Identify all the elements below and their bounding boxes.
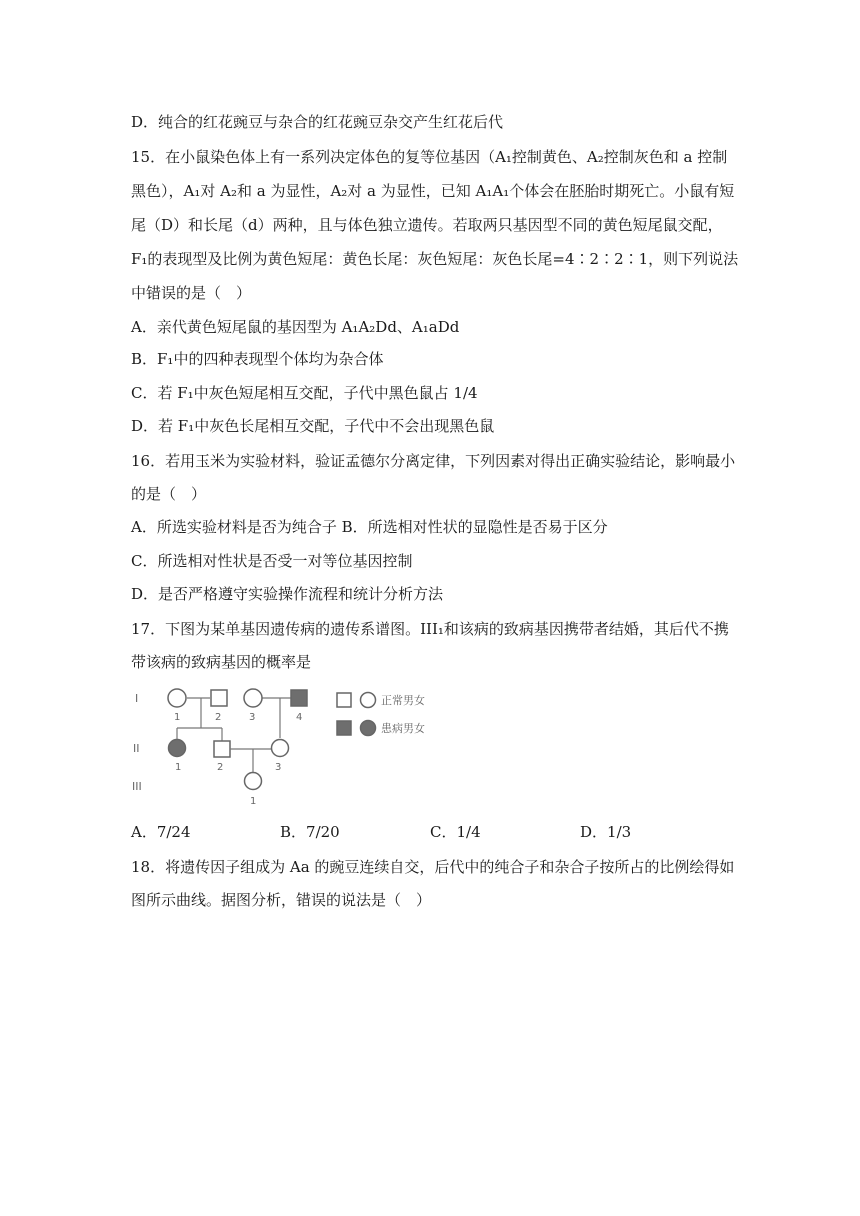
legend-affected-label: 患病男女	[381, 722, 425, 735]
affected-male-I4	[291, 690, 307, 706]
q17-option-c: C．1/4	[430, 823, 481, 841]
q17-option-a: A．7/24	[131, 823, 191, 841]
q17-option-d: D．1/3	[580, 823, 632, 841]
legend-normal-label: 正常男女	[381, 694, 425, 707]
generation-label-I: I	[135, 692, 139, 705]
normal-female-II3	[272, 740, 289, 757]
normal-female-I3	[244, 689, 262, 707]
q15-stem-line: 尾（D）和长尾（d）两种，且与体色独立遗传。若取两只基因型不同的黄色短尾鼠交配，	[131, 216, 723, 234]
q16-stem-line: 16．若用玉米为实验材料，验证孟德尔分离定律，下列因素对得出正确实验结论，影响最小	[131, 452, 736, 470]
normal-female-III1	[245, 773, 262, 790]
legend-normal-male-icon	[337, 693, 351, 707]
q16-option-c: C．所选相对性状是否受一对等位基因控制	[131, 552, 413, 570]
q15-option-d: D．若 F₁中灰色长尾相互交配，子代中不会出现黑色鼠	[131, 417, 495, 435]
individual-number: 1	[250, 796, 257, 807]
individual-number: 4	[296, 712, 303, 723]
q18-stem-line: 图所示曲线。据图分析，错误的说法是（ ）	[131, 891, 432, 909]
individual-number: 3	[249, 712, 256, 723]
legend-normal-female-icon	[361, 693, 376, 708]
legend-affected-male-icon	[337, 721, 351, 735]
q15-stem-line: 15．在小鼠染色体上有一系列决定体色的复等位基因（A₁控制黄色、A₂控制灰色和 a 控制	[131, 148, 728, 166]
individual-number: 1	[175, 762, 182, 773]
q18-stem-line: 18．将遗传因子组成为 Aa 的豌豆连续自交，后代中的纯合子和杂合子按所占的比例绘得如	[131, 858, 735, 876]
q15-stem-line: 中错误的是（ ）	[131, 284, 252, 302]
q15-stem-line: F₁的表现型及比例为黄色短尾：黄色长尾：灰色短尾：灰色长尾=4∶2∶2∶1，则下列说法	[131, 250, 739, 268]
normal-male-II2	[214, 741, 230, 757]
q15-option-a: A．亲代黄色短尾鼠的基因型为 A₁A₂Dd、A₁aDd	[131, 318, 460, 336]
q16-stem-line: 的是（ ）	[131, 485, 207, 503]
generation-label-II: II	[133, 742, 140, 755]
individual-number: 2	[217, 762, 224, 773]
individual-number: 3	[275, 762, 282, 773]
q15-stem-line: 黑色），A₁对 A₂和 a 为显性，A₂对 a 为显性，已知 A₁A₁个体会在胚胎时期死亡。小鼠有短	[131, 182, 735, 200]
q15-option-b: B．F₁中的四种表现型个体均为杂合体	[131, 350, 384, 368]
q17-option-b: B．7/20	[280, 823, 340, 841]
generation-label-III: III	[132, 780, 142, 793]
affected-female-II1	[169, 740, 186, 757]
q16-option-ab: A．所选实验材料是否为纯合子 B．所选相对性状的显隐性是否易于区分	[131, 518, 608, 536]
individual-number: 1	[174, 712, 181, 723]
normal-male-I2	[211, 690, 227, 706]
individual-number: 2	[215, 712, 222, 723]
q14-option-d: D．纯合的红花豌豆与杂合的红花豌豆杂交产生红花后代	[131, 113, 504, 131]
q17-stem-line: 17．下图为某单基因遗传病的遗传系谱图。III₁和该病的致病基因携带者结婚，其后代不携	[131, 620, 729, 638]
legend-affected-female-icon	[361, 721, 376, 736]
q15-option-c: C．若 F₁中灰色短尾相互交配，子代中黑色鼠占 1/4	[131, 384, 478, 402]
q17-stem-line: 带该病的致病基因的概率是	[131, 653, 312, 671]
normal-female-I1	[168, 689, 186, 707]
q16-option-d: D．是否严格遵守实验操作流程和统计分析方法	[131, 585, 444, 603]
pedigree-chart	[125, 680, 455, 810]
